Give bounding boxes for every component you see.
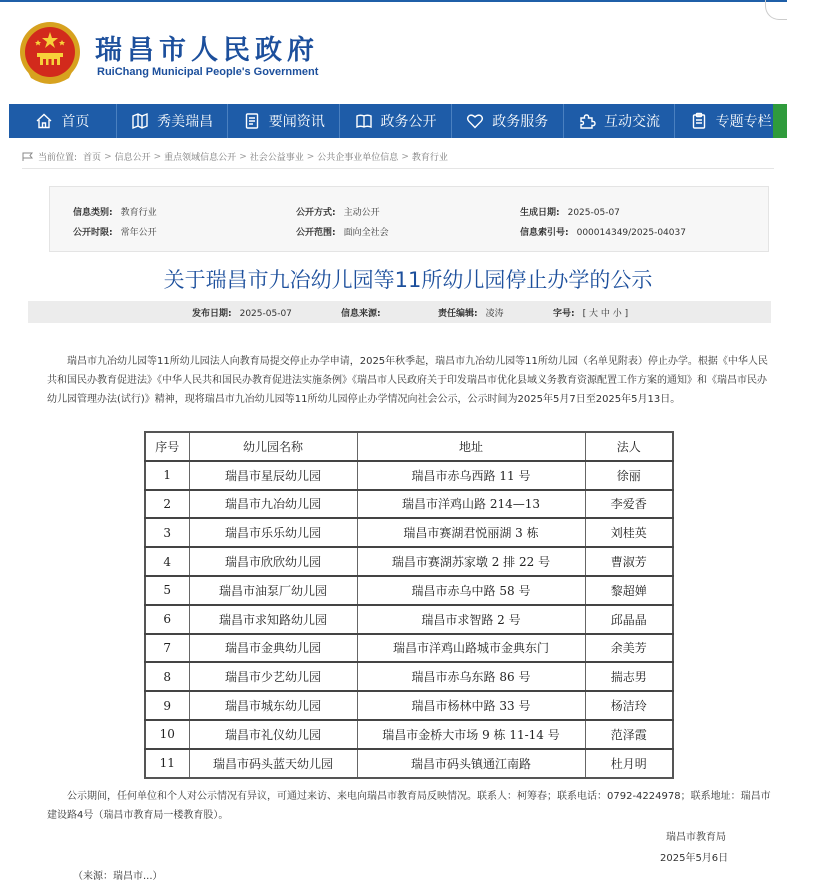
table-cell-index: 1 [145, 461, 189, 490]
document-icon [243, 112, 261, 130]
table-header-cell: 幼儿园名称 [189, 432, 357, 461]
breadcrumb-item-education[interactable]: 教育行业 [411, 153, 448, 163]
table-row [145, 518, 673, 547]
table-cell-index: 11 [145, 749, 189, 778]
nav-label-special-topics: 专题专栏 [715, 114, 772, 130]
breadcrumb-separator: > [153, 151, 162, 162]
table-cell-legal-person: 杜月明 [585, 749, 673, 778]
table-cell-name: 瑞昌市金典幼儿园 [189, 634, 357, 663]
info-label: 信息类别: [73, 208, 113, 218]
top-accent-line [0, 0, 787, 2]
table-cell-legal-person: 杨洁玲 [585, 691, 673, 720]
info-value: 面向全社会 [343, 228, 389, 238]
table-row [145, 749, 673, 778]
info-metadata-box [49, 186, 769, 252]
table-cell-address: 瑞昌市码头镇通江南路 [357, 749, 585, 778]
table-row [145, 634, 673, 663]
table-cell-name: 瑞昌市求知路幼儿园 [189, 605, 357, 634]
table-cell-index: 6 [145, 605, 189, 634]
breadcrumb-separator: > [401, 151, 409, 162]
table-cell-address: 瑞昌市赤乌西路 11 号 [357, 461, 585, 490]
info-label: 生成日期: [520, 208, 560, 218]
table-row [145, 605, 673, 634]
site-title: 瑞昌市人民政府 [95, 35, 319, 66]
meta-publish-date [192, 306, 292, 319]
info-label: 信息索引号: [520, 228, 569, 238]
document-title: 关于瑞昌市九冶幼儿园等11所幼儿园停止办学的公示 [163, 268, 653, 292]
font-size-switcher[interactable]: [ 大 中 小 ] [582, 309, 629, 319]
nav-item-scenic-ruichang[interactable] [117, 104, 229, 138]
nav-label-gov-services: 政务服务 [492, 114, 549, 130]
info-label: 公开方式: [296, 208, 336, 218]
info-scope [296, 225, 389, 238]
info-value: 主动公开 [343, 208, 380, 218]
breadcrumb-prefix: 当前位置: [38, 153, 78, 163]
home-icon [35, 112, 53, 130]
book-icon [355, 112, 373, 130]
table-cell-name: 瑞昌市油泵厂幼儿园 [189, 576, 357, 605]
breadcrumb-item-info-disclosure[interactable]: 信息公开 [114, 153, 151, 163]
table-cell-legal-person: 黎超婵 [585, 576, 673, 605]
meta-source [341, 306, 389, 319]
breadcrumb-separator: > [306, 151, 315, 162]
site-subtitle: RuiChang Municipal People's Government [97, 66, 319, 78]
breadcrumb-separator: > [104, 151, 112, 162]
table-cell-legal-person: 邱晶晶 [585, 605, 673, 634]
table-cell-name: 瑞昌市少艺幼儿园 [189, 662, 357, 691]
table-cell-index: 5 [145, 576, 189, 605]
signature-date: 2025年5月6日 [660, 853, 729, 864]
meta-editor [438, 306, 504, 319]
source-line: （来源：瑞昌市...） [73, 871, 163, 882]
table-header-cell: 法人 [585, 432, 673, 461]
info-value: 教育行业 [120, 208, 157, 218]
nav-label-interaction: 互动交流 [603, 114, 660, 130]
meta-label: 发布日期: [192, 309, 232, 319]
body-paragraph-contact: 公示期间，任何单位和个人对公示情况有异议，可通过来访、来电向瑞昌市教育局反映情况。联系人：柯筹春；联系电话：0792-4224978；联系地址：瑞昌市建设路4号（瑞昌市教育局一楼教育股）。 [47, 791, 771, 821]
table-row [145, 691, 673, 720]
info-value: 2025-05-07 [567, 208, 620, 218]
nav-item-gov-disclosure[interactable] [340, 104, 452, 138]
breadcrumb-separator: > [239, 151, 247, 162]
table-header-cell: 地址 [357, 432, 585, 461]
info-index-number [520, 225, 686, 238]
kindergarten-table [144, 431, 674, 779]
info-date [520, 205, 620, 218]
table-header-cell: 序号 [145, 432, 189, 461]
table-header-row [145, 432, 673, 461]
table-cell-legal-person: 揣志男 [585, 662, 673, 691]
nav-item-special-topics[interactable] [675, 104, 787, 138]
table-cell-address: 瑞昌市赛湖君悦丽湖 3 栋 [357, 518, 585, 547]
main-nav [9, 104, 787, 138]
table-row [145, 490, 673, 519]
nav-label-news: 要闻资讯 [268, 114, 325, 130]
document-meta-bar [28, 301, 771, 323]
table-cell-address: 瑞昌市求智路 2 号 [357, 605, 585, 634]
table-cell-index: 10 [145, 720, 189, 749]
body-paragraph-intro: 瑞昌市九冶幼儿园等11所幼儿园法人向教育局提交停止办学申请，2025年秋季起，瑞昌市九冶幼儿园等11所幼儿园（名单见附表）停止办学。根据《中华人民共和国民办教育促进法》《中华人民共和国民办教育促进法实施条例》《瑞昌市人民政府关于印发瑞昌市优化县域义务教育资源配置工作方案的通知》和《瑞昌市民办幼儿园管理办法(试行)》精神，现将瑞昌市九冶幼儿园等11所幼儿园停止办学情况向社会公示，公示时间为2025年5月7日至2025年5月13日。 [47, 356, 768, 405]
meta-value: 2025-05-07 [239, 309, 292, 319]
table-cell-index: 8 [145, 662, 189, 691]
nav-item-home[interactable] [9, 104, 117, 138]
table-row [145, 547, 673, 576]
table-cell-index: 7 [145, 634, 189, 663]
table-cell-legal-person: 刘桂英 [585, 518, 673, 547]
table-cell-address: 瑞昌市杨林中路 33 号 [357, 691, 585, 720]
nav-label-home: 首页 [61, 114, 90, 130]
table-cell-name: 瑞昌市星辰幼儿园 [189, 461, 357, 490]
map-icon [131, 112, 149, 130]
table-cell-name: 瑞昌市欣欣幼儿园 [189, 547, 357, 576]
table-cell-address: 瑞昌市洋鸡山路城市金典东门 [357, 634, 585, 663]
info-label: 公开范围: [296, 228, 336, 238]
breadcrumb-item-public-enterprises[interactable]: 公共企事业单位信息 [317, 153, 399, 163]
table-cell-index: 2 [145, 490, 189, 519]
location-flag-icon [22, 152, 34, 162]
table-cell-legal-person: 李爱香 [585, 490, 673, 519]
table-cell-legal-person: 范泽霞 [585, 720, 673, 749]
table-cell-legal-person: 曹淑芳 [585, 547, 673, 576]
info-label: 公开时限: [73, 228, 113, 238]
breadcrumb-item-public-welfare[interactable]: 社会公益事业 [249, 153, 304, 163]
clipboard-icon [690, 112, 708, 130]
nav-label-gov-disclosure: 政务公开 [380, 114, 437, 130]
table-cell-address: 瑞昌市赤乌中路 58 号 [357, 576, 585, 605]
nav-item-gov-services[interactable] [452, 104, 564, 138]
site-header [0, 0, 787, 104]
nav-item-interaction[interactable] [564, 104, 676, 138]
nav-item-news[interactable] [228, 104, 340, 138]
table-body [145, 461, 673, 778]
table-cell-index: 9 [145, 691, 189, 720]
table-cell-legal-person: 徐丽 [585, 461, 673, 490]
table-cell-name: 瑞昌市乐乐幼儿园 [189, 518, 357, 547]
breadcrumb-item-home[interactable]: 首页 [83, 153, 102, 163]
table-cell-name: 瑞昌市码头蓝天幼儿园 [189, 749, 357, 778]
table-cell-name: 瑞昌市九冶幼儿园 [189, 490, 357, 519]
signature-organization: 瑞昌市教育局 [666, 832, 726, 843]
puzzle-icon [578, 112, 596, 130]
breadcrumb-divider [22, 168, 774, 169]
corner-decoration [765, 0, 787, 20]
info-value: 常年公开 [120, 228, 157, 238]
info-method [296, 205, 380, 218]
info-value: 000014349/2025-04037 [576, 228, 686, 238]
table-row [145, 461, 673, 490]
national-emblem-icon[interactable] [17, 20, 83, 86]
table-cell-name: 瑞昌市礼仪幼儿园 [189, 720, 357, 749]
breadcrumb-item-key-areas[interactable]: 重点领域信息公开 [164, 153, 237, 163]
meta-font-size [553, 306, 628, 319]
table-cell-address: 瑞昌市赛湖苏家墩 2 排 22 号 [357, 547, 585, 576]
table-cell-name: 瑞昌市城东幼儿园 [189, 691, 357, 720]
table-cell-address: 瑞昌市洋鸡山路 214—13 [357, 490, 585, 519]
meta-label: 责任编辑: [438, 309, 478, 319]
nav-label-scenic-ruichang: 秀美瑞昌 [157, 114, 214, 130]
table-row [145, 720, 673, 749]
table-cell-legal-person: 余美芳 [585, 634, 673, 663]
heart-icon [466, 112, 484, 130]
info-category [73, 205, 157, 218]
nav-overflow-tab[interactable] [773, 104, 787, 138]
table-cell-index: 3 [145, 518, 189, 547]
info-time-limit [73, 225, 157, 238]
table-row [145, 576, 673, 605]
table-cell-address: 瑞昌市金桥大市场 9 栋 11-14 号 [357, 720, 585, 749]
table-row [145, 662, 673, 691]
table-cell-address: 瑞昌市赤乌东路 86 号 [357, 662, 585, 691]
breadcrumb [22, 150, 448, 163]
meta-value: 凌涛 [485, 309, 504, 319]
table-cell-index: 4 [145, 547, 189, 576]
meta-label: 信息来源: [341, 309, 381, 319]
meta-label: 字号: [553, 309, 575, 319]
